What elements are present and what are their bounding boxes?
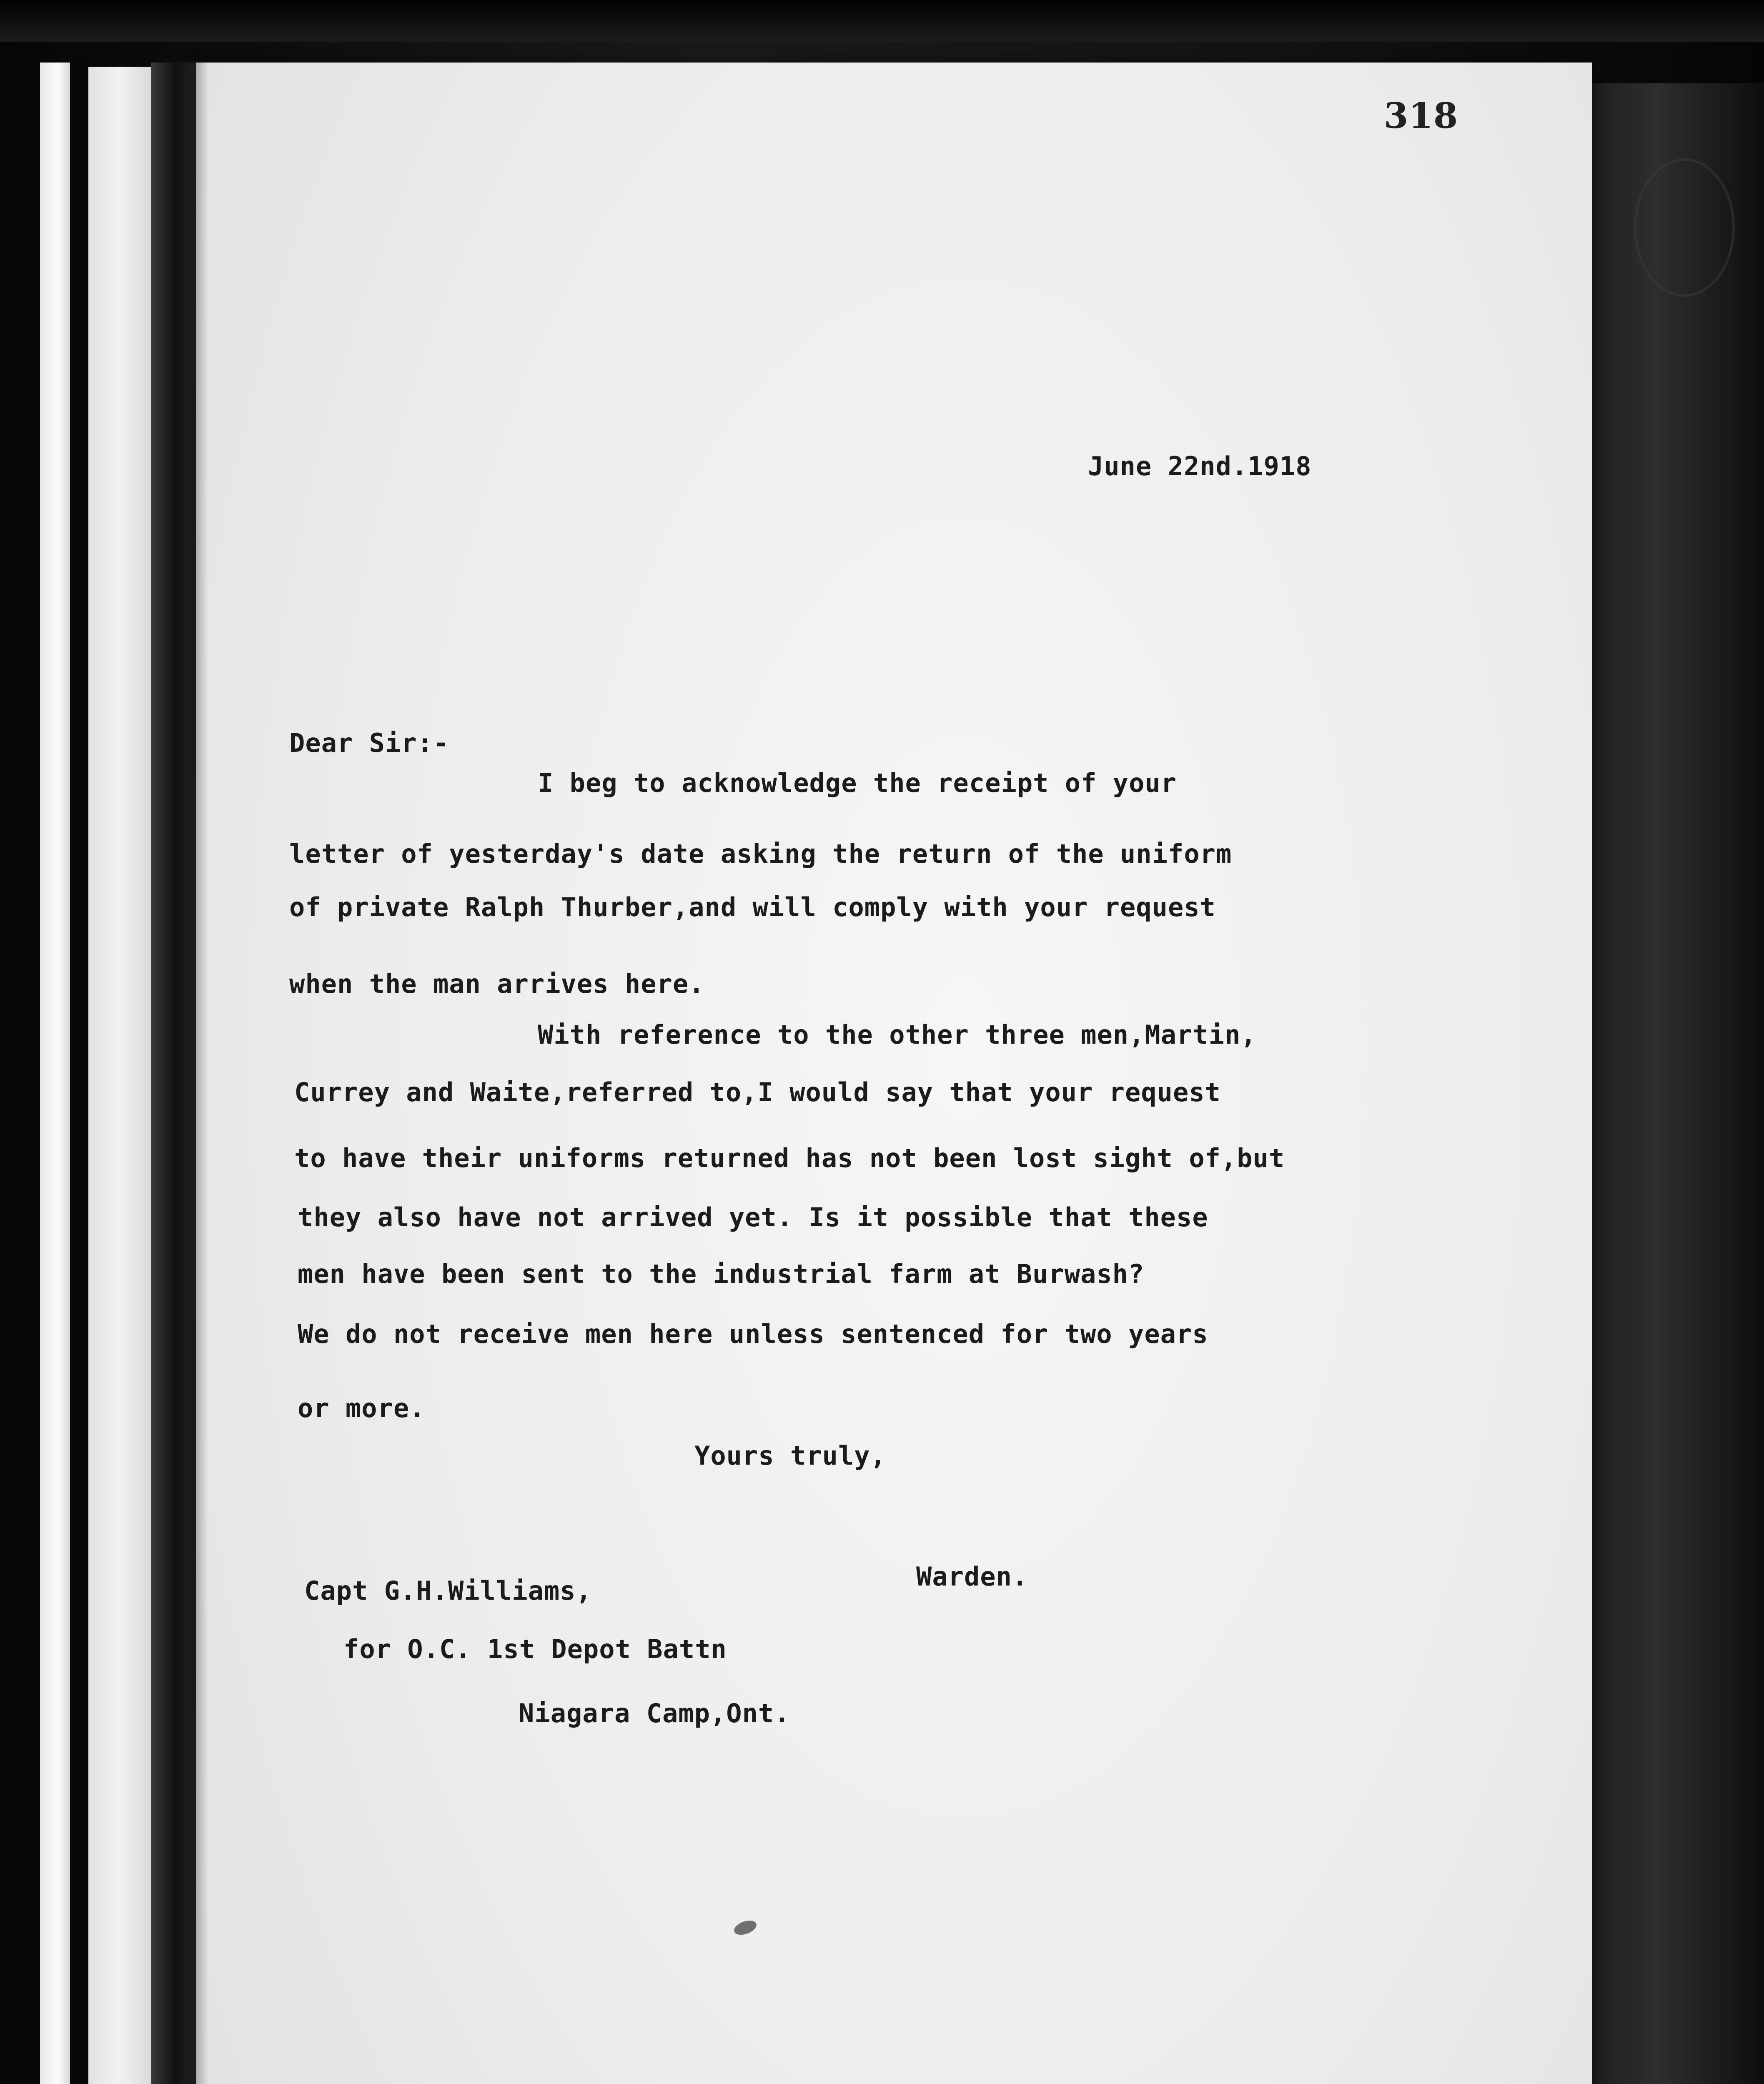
body-line: With reference to the other three men,Martin, — [538, 1019, 1257, 1050]
body-line: when the man arrives here. — [289, 969, 705, 999]
body-line: men have been sent to the industrial farm at Burwash? — [298, 1259, 1145, 1289]
body-line: or more. — [298, 1393, 426, 1423]
page-gutter — [151, 63, 201, 2084]
binding-strip — [40, 63, 70, 2084]
addressee-line: for O.C. 1st Depot Battn — [343, 1634, 727, 1664]
film-border-top — [0, 0, 1764, 42]
body-line: to have their uniforms returned has not been lost sight of,but — [294, 1143, 1285, 1173]
salutation: Dear Sir:- — [289, 728, 449, 758]
letter-page — [196, 63, 1592, 2084]
addressee-line: Niagara Camp,Ont. — [519, 1698, 790, 1728]
body-line: they also have not arrived yet. Is it possible that these — [298, 1202, 1208, 1232]
page-fold-shadow — [196, 63, 208, 2084]
body-line: I beg to acknowledge the receipt of your — [538, 768, 1177, 798]
body-line: We do not receive men here unless sentenced for two years — [298, 1319, 1208, 1349]
body-line: letter of yesterday's date asking the return of the uniform — [289, 839, 1232, 869]
body-line: Currey and Waite,referred to,I would say that your request — [294, 1077, 1221, 1107]
closing: Yours truly, — [694, 1440, 886, 1471]
letter-date: June 22nd.1918 — [1088, 451, 1312, 481]
ghost-stamp — [1634, 158, 1735, 297]
binding-shadow — [73, 58, 88, 2084]
body-line: of private Ralph Thurber,and will comply with your request — [289, 892, 1216, 922]
previous-page-edge — [88, 67, 151, 2084]
addressee-name: Capt G.H.Williams, — [304, 1576, 592, 1606]
page-number: 318 — [1384, 95, 1458, 136]
signatory-title: Warden. — [916, 1561, 1028, 1592]
film-border-right — [1584, 83, 1764, 2084]
